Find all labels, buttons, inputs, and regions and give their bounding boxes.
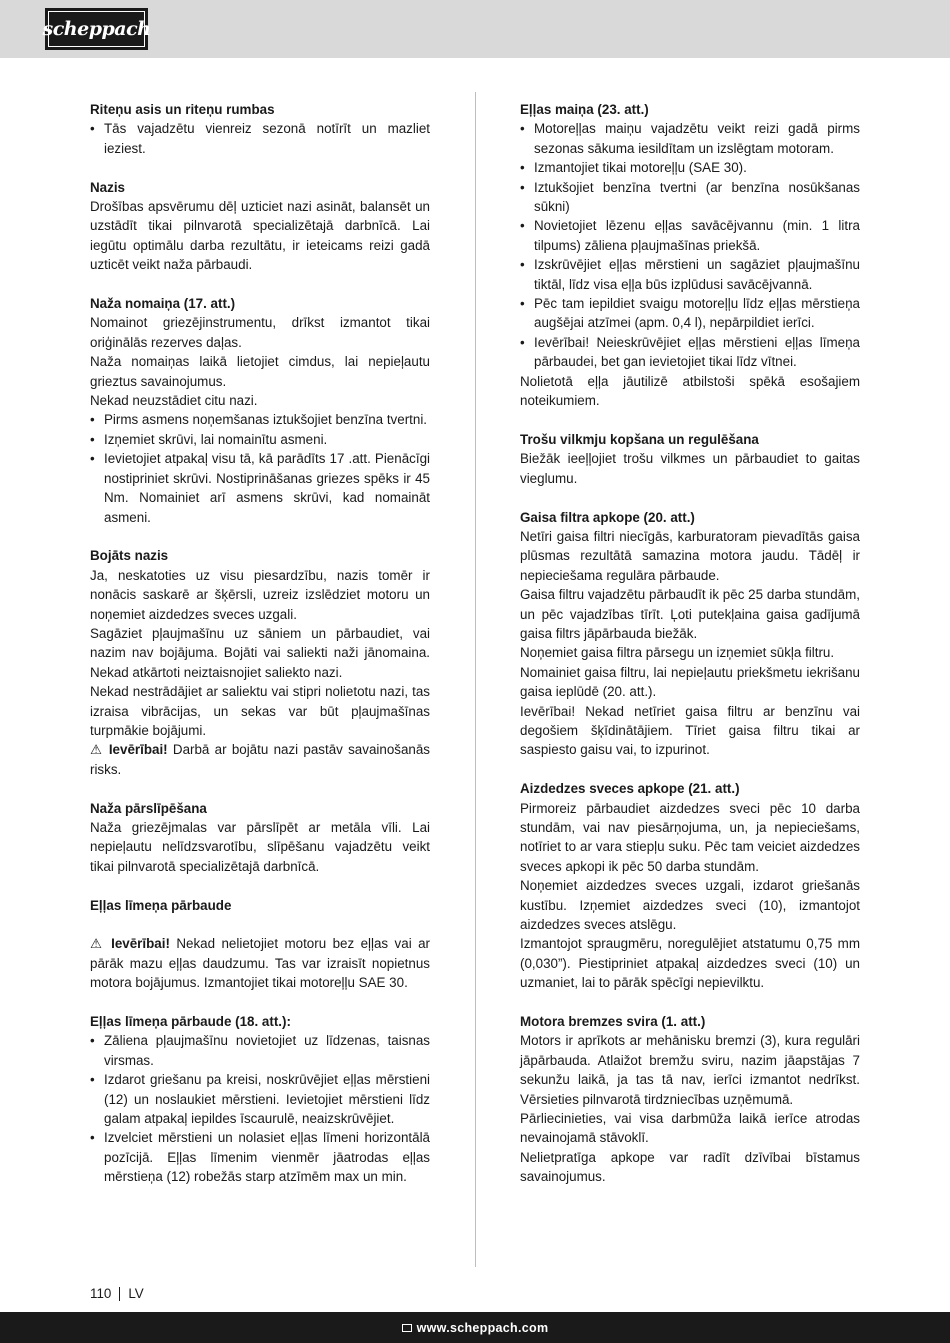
bullet-list bbox=[90, 119, 430, 158]
section bbox=[90, 178, 430, 275]
page-number: 110 bbox=[90, 1286, 112, 1301]
warning-label: Ievērībai! bbox=[108, 742, 168, 758]
list-item: • Novietojiet lēzenu eļļas savācējvannu (min. 1 litra tilpums) zāliena pļaujmašīnas priekšā. bbox=[520, 216, 860, 255]
paragraph: Netīri gaisa filtri niecīgās, karburatoram pievadītās gaisa plūsmas rezultātā samazina motora jaudu. Tādēļ ir nepieciešama regulāra pārbaude. bbox=[520, 528, 860, 583]
section bbox=[90, 1012, 430, 1187]
bullet-list bbox=[90, 410, 430, 526]
section-heading: Naža nomaiņa (17. att.) bbox=[90, 296, 236, 312]
warning-triangle-icon: ⚠ bbox=[90, 742, 109, 758]
paragraph: Noņemiet aizdedzes sveces uzgali, izdarot griešanās kustību. Izņemiet aizdedzes sveci (10), izmantojot aizdedzes sveces atslēgu. bbox=[520, 878, 860, 933]
section bbox=[520, 430, 860, 488]
column-divider bbox=[475, 92, 476, 1267]
list-item: • Ievietojiet atpakaļ visu tā, kā parādīts 17 .att. Pienācīgi nostipriniet skrūvi. Nostiprināšanas griezes spēks ir 45 Nm. Nomainiet arī asmens skrūvi, kad nomaināt asmeni. bbox=[90, 449, 430, 527]
section bbox=[520, 779, 860, 992]
warning-text: Nekad nelietojiet motoru bez eļļas vai ar pārāk mazu eļļas daudzumu. Tas var izraisīt nopietnus motora bojājumus. Izmantojiet tikai motoreļļu SAE 30. bbox=[90, 936, 430, 991]
list-item: • Pirms asmens noņemšanas iztukšojiet benzīna tvertni. bbox=[90, 410, 430, 429]
section bbox=[90, 896, 430, 993]
list-item: • Izdarot griešanu pa kreisi, noskrūvējiet eļļas mērstieni (12) un noslaukiet mērstieni. Ievietojiet mērstieni līdz galam atpakaļ iepildes īscaurulē, neaizskrūvējiet. bbox=[90, 1070, 430, 1128]
language-code: LV bbox=[128, 1286, 144, 1301]
section bbox=[520, 508, 860, 760]
section-heading: Aizdedzes sveces apkope (21. att.) bbox=[520, 781, 740, 797]
paragraph: Nekad neuzstādiet citu nazi. bbox=[90, 393, 258, 409]
footer-bar bbox=[0, 1312, 950, 1343]
paragraph: Naža nomaiņas laikā lietojiet cimdus, lai nepieļautu grieztus savainojumus. bbox=[90, 354, 430, 389]
logo-text: scheppach bbox=[48, 11, 145, 47]
paragraph: Izmantojot spraugmēru, noregulējiet atstatumu 0,75 mm (0,030”). Piestipriniet atpakaļ aizdedzes sveci (10) un uzmaniet, lai to pārāk spēcīgi nepievilktu. bbox=[520, 936, 860, 991]
paragraph: Nelietpratīga apkope var radīt dzīvībai bīstamus savainojumus. bbox=[520, 1149, 860, 1185]
list-item: • Tās vajadzētu vienreiz sezonā notīrīt un mazliet ieziest. bbox=[90, 119, 430, 158]
section-heading: Motora bremzes svira (1. att.) bbox=[520, 1014, 706, 1030]
section bbox=[90, 294, 430, 527]
list-item: • Izņemiet skrūvi, lai nomainītu asmeni. bbox=[90, 430, 430, 449]
paragraph: Drošības apsvērumu dēļ uzticiet nazi asināt, balansēt un uzstādīt tikai pilnvarotā specializētajā darbnīcā. Lai iegūtu optimālu darba rezultātu, ir ieteicams reizi gadā uzticēt veikt naža pārbaudi. bbox=[90, 199, 430, 273]
paragraph: Nomainot griezējinstrumentu, drīkst izmantot tikai oriģinālās rezerves daļas. bbox=[90, 315, 430, 350]
section bbox=[520, 100, 860, 411]
right-column bbox=[520, 100, 860, 1206]
list-item: • Izskrūvējiet eļļas mērstieni un sagāziet pļaujmašīnu tiktāl, līdz visa eļļa būs izplūdusi savācējvannā. bbox=[520, 255, 860, 294]
warning-label: Ievērībai! bbox=[111, 936, 170, 952]
list-item: • Ievērībai! Neieskrūvējiet eļļas mērstieni eļļas līmeņa pārbaudei, bet gan ievietojiet tikai līdz vītnei. bbox=[520, 333, 860, 372]
list-item: • Zāliena pļaujmašīnu novietojiet uz līdzenas, taisnas virsmas. bbox=[90, 1031, 430, 1070]
section-heading: Bojāts nazis bbox=[90, 548, 169, 564]
left-column bbox=[90, 100, 430, 1206]
header-band bbox=[0, 0, 950, 58]
paragraph: Ja, neskatoties uz visu piesardzību, nazis tomēr ir nonācis saskarē ar šķērsli, uzreiz izslēdziet motoru un noņemiet aizdedzes sveces uzgali. bbox=[90, 567, 430, 622]
paragraph: Nolietotā eļļa jāutilizē atbilstoši spēkā esošajiem noteikumiem. bbox=[520, 373, 860, 409]
section-heading: Eļļas līmeņa pārbaude bbox=[90, 897, 232, 913]
section-heading: Nazis bbox=[90, 179, 125, 195]
paragraph: Gaisa filtru vajadzētu pārbaudīt ik pēc 25 darba stundām, un pēc vajadzības tīrīt. Ļoti putekļaina gaisa gadījumā gaisa filtrs jāpārbauda biežāk. bbox=[520, 587, 860, 641]
page-footer bbox=[90, 1286, 144, 1301]
footer-separator bbox=[119, 1287, 120, 1301]
section-heading: Eļļas līmeņa pārbaude (18. att.): bbox=[90, 1013, 291, 1029]
monitor-icon bbox=[402, 1324, 412, 1332]
list-item: • Izmantojiet tikai motoreļļu (SAE 30). bbox=[520, 158, 860, 177]
paragraph: Pirmoreiz pārbaudiet aizdedzes sveci pēc 10 darba stundām, vai nav piesārņojuma, un, ja nepieciešams, notīriet to ar vara stiepļu suku. Pēc tam veiciet aizdedzes sveces apkopi ik pēc 50 darba stundām. bbox=[520, 800, 860, 874]
bullet-list bbox=[90, 1031, 430, 1186]
section-heading: Gaisa filtra apkope (20. att.) bbox=[520, 509, 695, 525]
paragraph: Naža griezējmalas var pārslīpēt ar metāla vīli. Lai nepieļautu nelīdzsvarotību, slīpēšanu vajadzētu veikt tikai pilnvarotā specializētajā darbnīcā. bbox=[90, 819, 430, 874]
list-item: • Izvelciet mērstieni un nolasiet eļļas līmeni horizontālā pozīcijā. Eļļas līmenim vienmēr jāatrodas eļļas mērstieņa (12) robežās starp atzīmēm max un min. bbox=[90, 1128, 430, 1186]
paragraph: Ievērībai! Nekad netīriet gaisa filtru ar benzīnu vai degošiem šķīdinātājiem. Tīriet gaisa filtru tikai ar saspiesto gaisu vai, to izpurinot. bbox=[520, 703, 860, 758]
spacer bbox=[90, 915, 430, 934]
section-heading: Naža pārslīpēšana bbox=[90, 800, 207, 816]
paragraph: Nekad nestrādājiet ar saliektu vai stipri nolietotu nazi, tas izraisa vibrācijas, un sekas var būt pļaujmašīnas turpmākie bojājumi. bbox=[90, 684, 430, 738]
brand-logo bbox=[42, 8, 151, 50]
paragraph: Pārliecinieties, vai visa darbmūža laikā ierīce atrodas nevainojamā stāvoklī. bbox=[520, 1111, 860, 1146]
paragraph: Sagāziet pļaujmašīnu uz sāniem un pārbaudiet, vai nazim nav bojājuma. Bojāti vai saliekti naži jānomaina. Nekad atkārtoti neiztaisnojiet saliekto nazi. bbox=[90, 625, 430, 680]
warning-text: Darbā ar bojātu nazi pastāv savainošanās risks. bbox=[90, 742, 430, 777]
section bbox=[90, 546, 430, 779]
paragraph: Motors ir aprīkots ar mehānisku bremzi (3), kura regulāri jāpārbauda. Atlaižot bremžu sviru, nazim jāapstājas 7 sekunžu laikā, ja tas tā nav, ierīci izmantot nedrīkst. Vērsieties pilnvarotā tirdzniecības uzņēmumā. bbox=[520, 1033, 860, 1107]
warning-paragraph bbox=[90, 934, 430, 992]
section bbox=[520, 1012, 860, 1187]
list-item: • Pēc tam iepildiet svaigu motoreļļu līdz eļļas mērstieņa augšējai atzīmei (apm. 0,4 l), nepārpildiet ierīci. bbox=[520, 294, 860, 333]
section bbox=[90, 799, 430, 877]
bullet-list bbox=[520, 119, 860, 371]
website-link[interactable]: www.scheppach.com bbox=[416, 1320, 549, 1335]
paragraph: Nomainiet gaisa filtru, lai nepieļautu priekšmetu iekrišanu gaisa ieplūdē (20. att.). bbox=[520, 664, 860, 700]
list-item: • Iztukšojiet benzīna tvertni (ar benzīna nosūkšanas sūkni) bbox=[520, 178, 860, 217]
list-item: • Motoreļļas maiņu vajadzētu veikt reizi gadā pirms sezonas sākuma iesildītam un izslēgtam motoram. bbox=[520, 119, 860, 158]
warning-paragraph bbox=[90, 740, 430, 779]
section-heading: Riteņu asis un riteņu rumbas bbox=[90, 102, 275, 117]
paragraph: Biežāk ieeļļojiet trošu vilkmes un pārbaudiet to gaitas vieglumu. bbox=[520, 451, 860, 486]
section-heading: Trošu vilkmju kopšana un regulēšana bbox=[520, 431, 759, 447]
warning-triangle-icon: ⚠ bbox=[90, 936, 112, 952]
paragraph: Noņemiet gaisa filtra pārsegu un izņemiet sūkļa filtru. bbox=[520, 645, 835, 661]
section bbox=[90, 100, 430, 158]
section-heading: Eļļas maiņa (23. att.) bbox=[520, 102, 649, 117]
